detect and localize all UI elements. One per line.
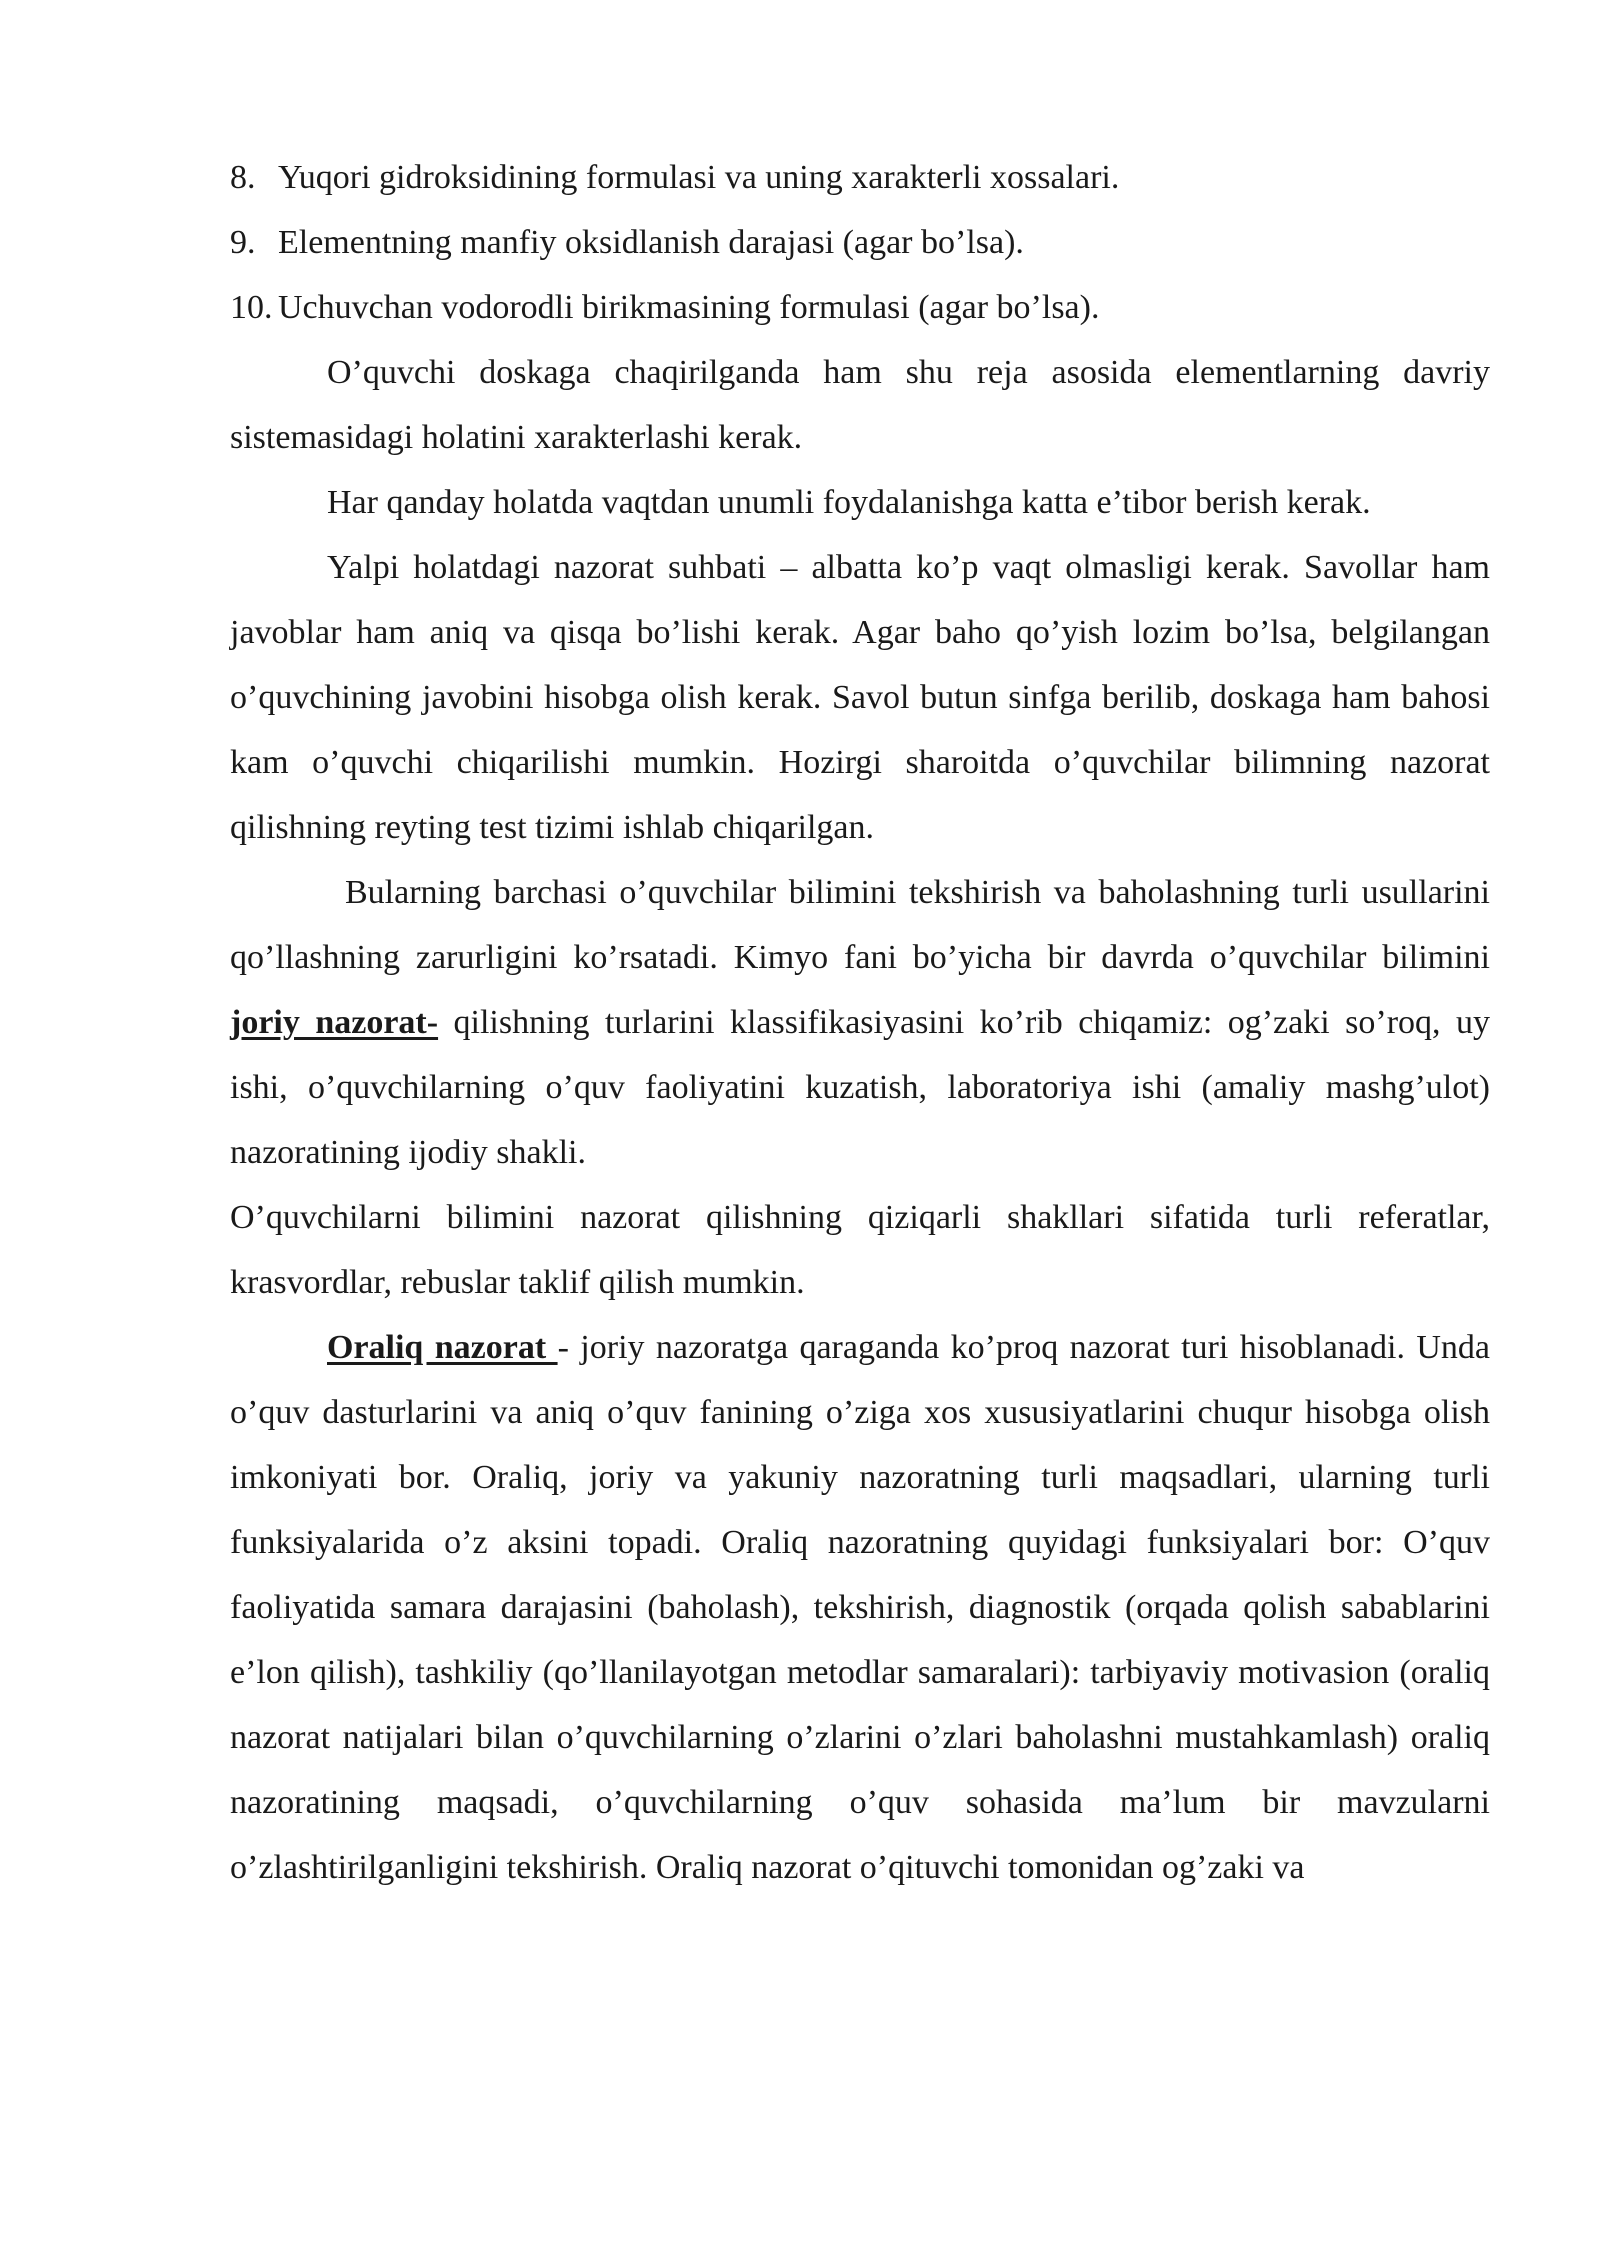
list-number: 10. bbox=[230, 289, 273, 326]
list-text: Uchuvchan vodorodli birikmasining formulasi (agar bo’lsa). bbox=[278, 289, 1100, 326]
paragraph bbox=[230, 1315, 1490, 1900]
paragraph-text: qilishning turlarini klassifikasiyasini ko’rib chiqamiz: og’zaki so’roq, uy ishi, o’quvchilarning o’quv faoliyatini kuzatish, laboratoriya ishi (amaliy mashg’ulot) nazoratining ijodiy shakli. bbox=[230, 1004, 1490, 1171]
list-number: 9. bbox=[230, 224, 256, 261]
list-text: Yuqori gidroksidining formulasi va uning xarakterli xossalari. bbox=[278, 159, 1120, 196]
document-page bbox=[230, 145, 1490, 1900]
paragraph-text: - joriy nazoratga qaraganda ko’proq nazorat turi hisoblanadi. Unda o’quv dasturlarini va aniq o’quv fanining o’ziga xos xususiyatlarini chuqur hisobga olish imkoniyati bor. Oraliq, joriy va yakuniy nazoratning turli maqsadlari, ularning turli funksiyalarida o’z aksini topadi. Oraliq nazoratning quyidagi funksiyalari bor: O’quv faoliyatida samara darajasini (baholash), tekshirish, diagnostik (orqada qolish sabablarini e’lon qilish), tashkiliy (qo’llanilayotgan metodlar samaralari): tarbiyaviy motivasion (oraliq nazorat natijalari bilan o’quvchilarning o’zlarini o’zlari baholashni mustahkamlash) oraliq nazoratining maqsadi, o’quvchilarning o’quv sohasida ma’lum bir mavzularni o’zlashtirilganligini tekshirish. Oraliq nazorat o’qituvchi tomonidan og’zaki va bbox=[230, 1329, 1490, 1886]
paragraph: Har qanday holatda vaqtdan unumli foydalanishga katta e’tibor berish kerak. bbox=[327, 484, 1371, 521]
paragraph: O’quvchilarni bilimini nazorat qilishning qiziqarli shakllari sifatida turli referatlar, krasvordlar, rebuslar taklif qilish mumkin. bbox=[230, 1199, 1490, 1301]
list-item bbox=[230, 275, 1490, 340]
term-joriy-nazorat: joriy nazorat- bbox=[230, 1004, 439, 1041]
list-item bbox=[230, 145, 1490, 210]
paragraph-text: Bularning barchasi o’quvchilar bilimini tekshirish va baholashning turli usullarini qo’llashning zarurligini ko’rsatadi. Kimyo fani bo’yicha bir davrda o’quvchilar bilimini bbox=[230, 874, 1490, 976]
list-item bbox=[230, 210, 1490, 275]
paragraph bbox=[230, 860, 1490, 1185]
term-oraliq-nazorat: Oraliq nazorat bbox=[327, 1329, 558, 1366]
list-text: Elementning manfiy oksidlanish darajasi (agar bo’lsa). bbox=[278, 224, 1024, 261]
list-number: 8. bbox=[230, 159, 256, 196]
paragraph: Yalpi holatdagi nazorat suhbati – albatta ko’p vaqt olmasligi kerak. Savollar ham javoblar ham aniq va qisqa bo’lishi kerak. Agar baho qo’yish lozim bo’lsa, belgilangan o’quvchining javobini hisobga olish kerak. Savol butun sinfga berilib, doskaga ham bahosi kam o’quvchi chiqarilishi mumkin. Hozirgi sharoitda o’quvchilar bilimning nazorat qilishning reyting test tizimi ishlab chiqarilgan. bbox=[230, 549, 1490, 846]
paragraph: O’quvchi doskaga chaqirilganda ham shu reja asosida elementlarning davriy sistemasidagi holatini xarakterlashi kerak. bbox=[230, 354, 1490, 456]
